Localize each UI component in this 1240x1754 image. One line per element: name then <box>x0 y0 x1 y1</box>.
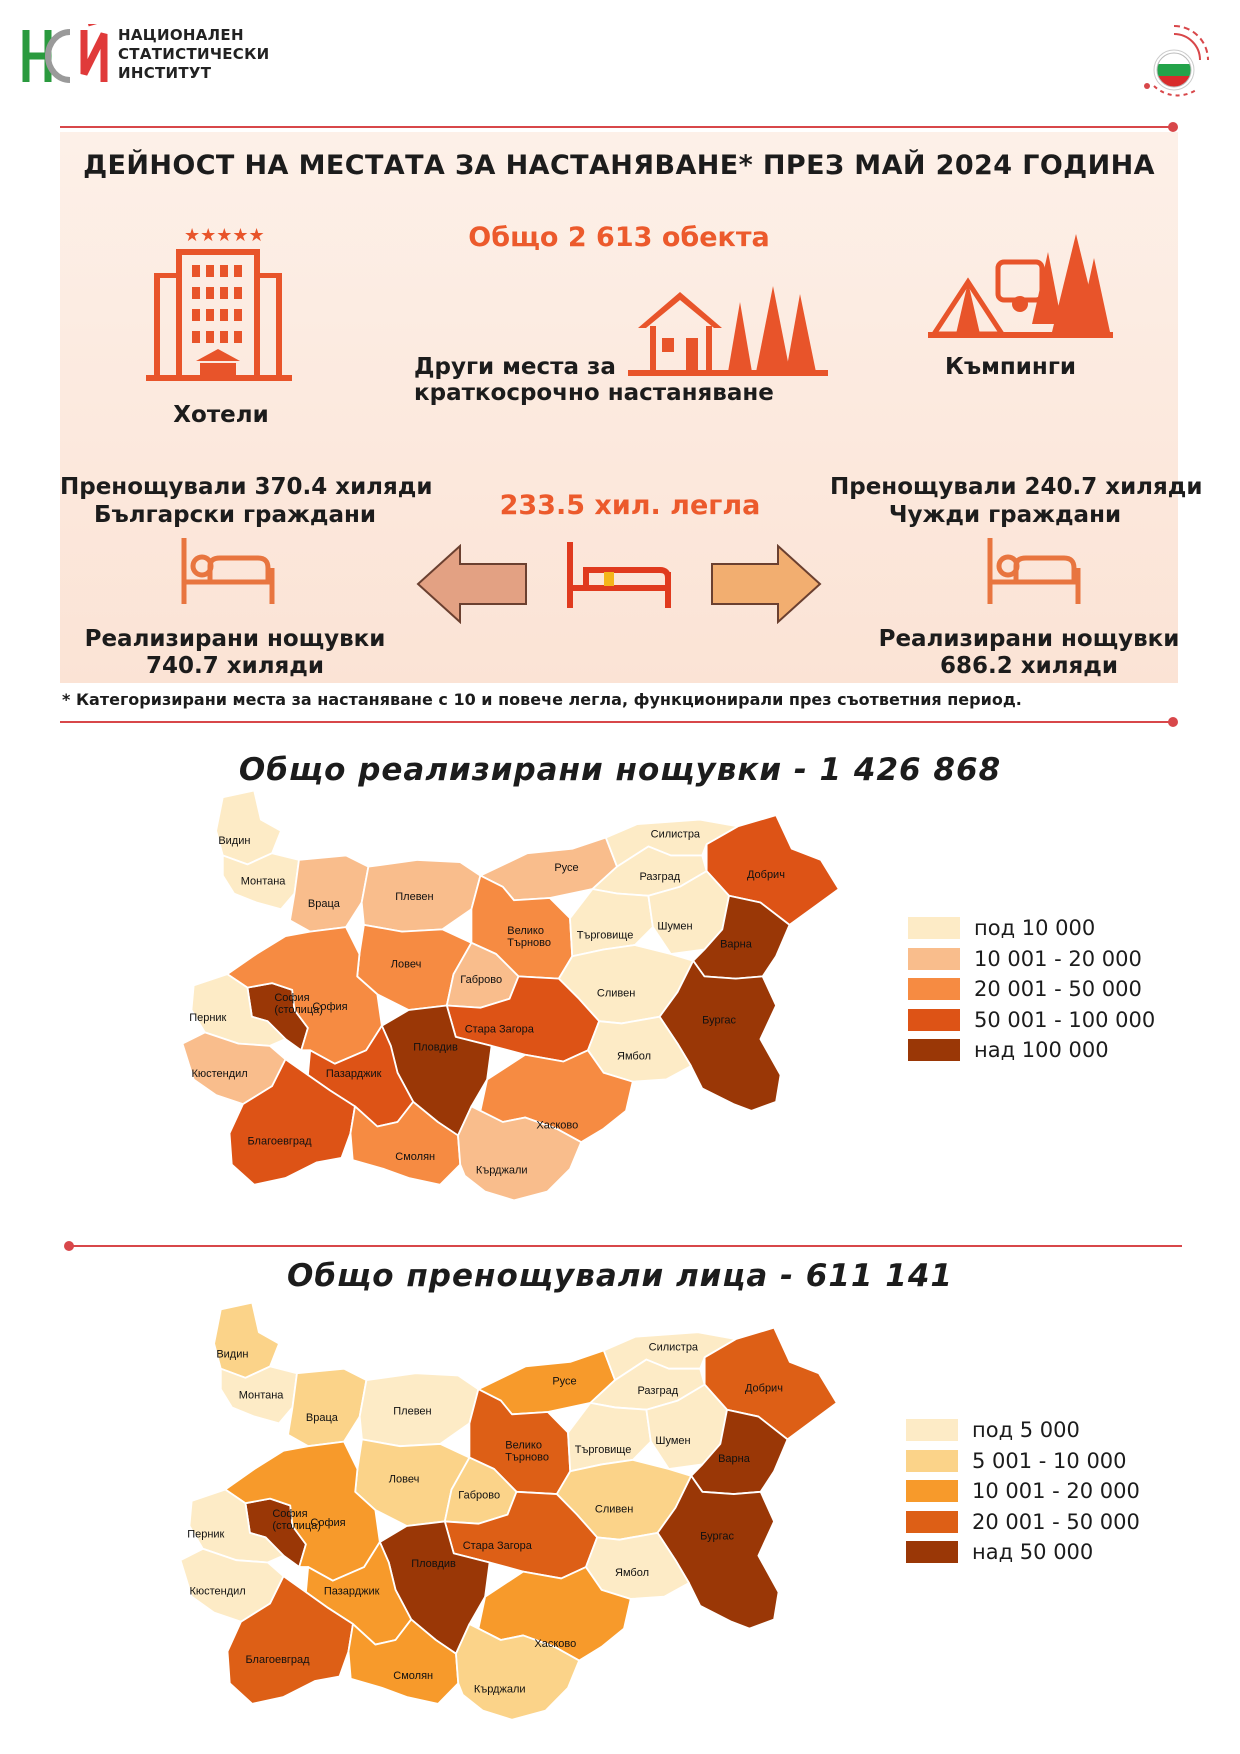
map2-label-haskovo: Хасково <box>534 1637 577 1650</box>
camping-icon <box>928 232 1113 351</box>
org-line-1: НАЦИОНАЛЕН <box>118 26 244 44</box>
map1-label-gabrovo: Габрово <box>460 974 503 987</box>
map2-label-varna: Варна <box>718 1453 750 1466</box>
map2-label-pleven: Плевен <box>393 1405 432 1418</box>
map1-label-targovishte: Търговище <box>576 929 634 942</box>
map1-legend-item-1 <box>908 913 1155 944</box>
flag-circle-icon <box>1134 20 1214 100</box>
map2-label-kardzhali: Кърджали <box>473 1683 526 1696</box>
total-objects: Общо 2 613 обекта <box>468 222 770 253</box>
map2-label-vtarnovo: Велико Търново <box>505 1439 550 1464</box>
map1-label-burgas: Бургас <box>702 1014 737 1027</box>
map2-region-vratsa <box>288 1369 366 1447</box>
map2-label-silistra: Силистра <box>648 1341 699 1354</box>
divider-dot-lower <box>64 1241 74 1251</box>
nsi-logo <box>22 24 112 92</box>
divider-dot <box>1168 122 1178 132</box>
map2-label-shumen: Шумен <box>655 1434 691 1447</box>
map1-legend-item-4 <box>908 1005 1155 1036</box>
svg-text:★★★★★: ★★★★★ <box>184 225 265 245</box>
map2-label-targovishte: Търговище <box>574 1444 632 1457</box>
map1-legend-item-5 <box>908 1035 1155 1066</box>
divider-middle <box>60 721 1172 723</box>
map1-label-yambol: Ямбол <box>617 1050 652 1063</box>
foreign-citizens-label: Чужди граждани <box>888 502 1122 528</box>
foreign-bed-icon <box>986 538 1082 612</box>
map1-label-sofia_city: София (столица) <box>274 992 323 1017</box>
map1-legend-label-1: под 10 000 <box>974 916 1096 941</box>
map1-label-silistra: Силистра <box>650 828 701 841</box>
map2-label-sofia_city: София (столица) <box>272 1507 321 1532</box>
map2-legend-swatch-1 <box>906 1419 958 1441</box>
map1-legend-swatch-2 <box>908 948 960 970</box>
campings-label: Къмпинги <box>945 354 1076 380</box>
map2-label-blagoevgrad: Благоевград <box>245 1653 310 1666</box>
map2-legend-label-4: 20 001 - 50 000 <box>972 1509 1140 1534</box>
map1-label-sliven: Сливен <box>596 987 636 1000</box>
map1-legend-label-4: 50 001 - 100 000 <box>974 1007 1156 1032</box>
map2-legend-swatch-3 <box>906 1480 958 1502</box>
map2-legend-label-5: над 50 000 <box>972 1540 1094 1565</box>
map1-legend-item-2 <box>908 944 1155 975</box>
map1-legend-item-3 <box>908 974 1155 1005</box>
map2-label-stara_zagora: Стара Загора <box>462 1539 532 1552</box>
map2-legend-item-4 <box>906 1507 1140 1538</box>
map1-svg <box>170 780 870 1220</box>
map2-legend-item-3 <box>906 1476 1140 1507</box>
map1-label-smolyan: Смолян <box>395 1151 436 1164</box>
bulgaria-flag-emblem <box>1134 20 1214 104</box>
map2 <box>170 1290 870 1744</box>
map2-legend-label-2: 5 001 - 10 000 <box>972 1448 1127 1473</box>
map2-label-pazardzhik: Пазарджик <box>323 1585 380 1598</box>
map2-label-razgrad: Разград <box>637 1384 679 1397</box>
map1-label-haskovo: Хасково <box>536 1119 579 1132</box>
map2-svg <box>170 1290 870 1740</box>
map2-label-gabrovo: Габрово <box>458 1489 501 1502</box>
map1-label-montana: Монтана <box>240 875 286 888</box>
map1-label-razgrad: Разград <box>639 871 681 884</box>
map1-legend-swatch-4 <box>908 1009 960 1031</box>
map1-label-pleven: Плевен <box>395 891 434 904</box>
map2-label-ruse: Русе <box>552 1375 577 1388</box>
divider-lower <box>70 1245 1182 1247</box>
map2-legend-item-2 <box>906 1446 1140 1477</box>
map1-label-lovech: Ловеч <box>390 958 422 971</box>
map1-legend-label-5: над 100 000 <box>974 1038 1109 1063</box>
map1-label-pernik: Перник <box>189 1012 227 1025</box>
map2-legend-swatch-4 <box>906 1511 958 1533</box>
bg-citizens-label: Български граждани <box>93 502 377 528</box>
bed-center-icon <box>566 542 672 614</box>
map1-label-sofia: София <box>312 1001 348 1013</box>
other-places-line-2: краткосрочно настаняване <box>414 380 774 406</box>
foreign-nights-value: 686.2 хиляди <box>939 653 1118 679</box>
footnote: * Категоризирани места за настаняване с 10 и повече легла, функционирали през съответния период. <box>62 690 1022 709</box>
map1-label-vratsa: Враца <box>307 897 340 910</box>
map2-label-montana: Монтана <box>238 1389 284 1402</box>
infographic-title: ДЕЙНОСТ НА МЕСТАТА ЗА НАСТАНЯВАНЕ* ПРЕЗ МАЙ 2024 ГОДИНА <box>83 150 1155 181</box>
map1-label-varna: Варна <box>720 938 752 951</box>
arrow-left-icon <box>416 544 528 628</box>
divider-top <box>60 126 1172 128</box>
map1-label-pazardzhik: Пазарджик <box>325 1068 382 1081</box>
map1-label-plovdiv: Пловдив <box>413 1041 458 1054</box>
map2-label-sofia: София <box>310 1517 346 1529</box>
map2-label-smolyan: Смолян <box>393 1669 434 1682</box>
other-places-line-1: Други места за <box>414 354 616 380</box>
foreign-overnight-value: 240.7 хиляди <box>1024 474 1203 500</box>
map2-label-pernik: Перник <box>187 1528 225 1541</box>
org-name <box>118 26 270 83</box>
map1-title: Общо реализирани нощувки - 1 426 868 <box>238 752 1002 788</box>
foreign-overnight-prefix: Пренощували <box>830 474 1025 500</box>
map1-label-shumen: Шумен <box>657 920 693 933</box>
map1-label-kyustendil: Кюстендил <box>191 1068 248 1081</box>
map2-label-kyustendil: Кюстендил <box>189 1585 246 1598</box>
bg-bed-icon <box>180 538 276 612</box>
nsi-logo-icon <box>22 24 112 88</box>
map2-label-sliven: Сливен <box>594 1503 634 1516</box>
map1-label-dobrich: Добрич <box>746 868 785 881</box>
map2-label-plovdiv: Пловдив <box>411 1558 456 1571</box>
map2-legend-label-3: 10 001 - 20 000 <box>972 1479 1140 1504</box>
hotel-icon <box>146 225 296 389</box>
map1-label-stara_zagora: Стара Загора <box>464 1023 534 1036</box>
map1-label-kardzhali: Кърджали <box>475 1164 528 1177</box>
map2-legend-label-1: под 5 000 <box>972 1418 1080 1443</box>
map2-label-vidin: Видин <box>216 1348 249 1361</box>
map2-label-vratsa: Враца <box>305 1412 338 1425</box>
map1-legend-label-3: 20 001 - 50 000 <box>974 977 1142 1002</box>
map1-legend-swatch-5 <box>908 1039 960 1061</box>
map1-label-vidin: Видин <box>218 835 251 848</box>
beds-total: 233.5 хил. легла <box>499 490 761 521</box>
bg-nights-value: 740.7 хиляди <box>145 653 324 679</box>
divider-dot-middle <box>1168 717 1178 727</box>
map2-label-yambol: Ямбол <box>615 1567 650 1580</box>
map1-legend <box>908 913 1155 1066</box>
map1-label-vtarnovo: Велико Търново <box>507 924 552 949</box>
other-places-label <box>414 354 774 406</box>
map1-label-ruse: Русе <box>554 862 579 875</box>
hotels-label: Хотели <box>173 402 269 428</box>
map2-legend-swatch-5 <box>906 1541 958 1563</box>
map2-legend-item-1 <box>906 1415 1140 1446</box>
foreign-overnight <box>830 474 1203 500</box>
map2-legend <box>906 1415 1140 1568</box>
arrow-right-icon <box>710 544 822 628</box>
map1 <box>170 780 870 1224</box>
map2-label-lovech: Ловеч <box>388 1473 420 1486</box>
map1-label-blagoevgrad: Благоевград <box>247 1135 312 1148</box>
map1-legend-swatch-1 <box>908 917 960 939</box>
map2-label-dobrich: Добрич <box>744 1382 783 1395</box>
map2-title: Общо пренощували лица - 611 141 <box>287 1258 953 1294</box>
bg-overnight-prefix: Пренощували <box>60 474 255 500</box>
foreign-nights-label: Реализирани нощувки <box>878 626 1180 652</box>
map1-region-vratsa <box>290 855 368 931</box>
map2-legend-item-5 <box>906 1537 1140 1568</box>
bg-overnight <box>60 474 433 500</box>
bg-overnight-value: 370.4 хиляди <box>254 474 433 500</box>
map2-legend-swatch-2 <box>906 1450 958 1472</box>
map1-legend-swatch-3 <box>908 978 960 1000</box>
bg-nights-label: Реализирани нощувки <box>84 626 386 652</box>
org-line-2: СТАТИСТИЧЕСКИ <box>118 45 270 63</box>
map2-label-burgas: Бургас <box>700 1530 735 1543</box>
org-line-3: ИНСТИТУТ <box>118 64 212 82</box>
map1-legend-label-2: 10 001 - 20 000 <box>974 946 1142 971</box>
